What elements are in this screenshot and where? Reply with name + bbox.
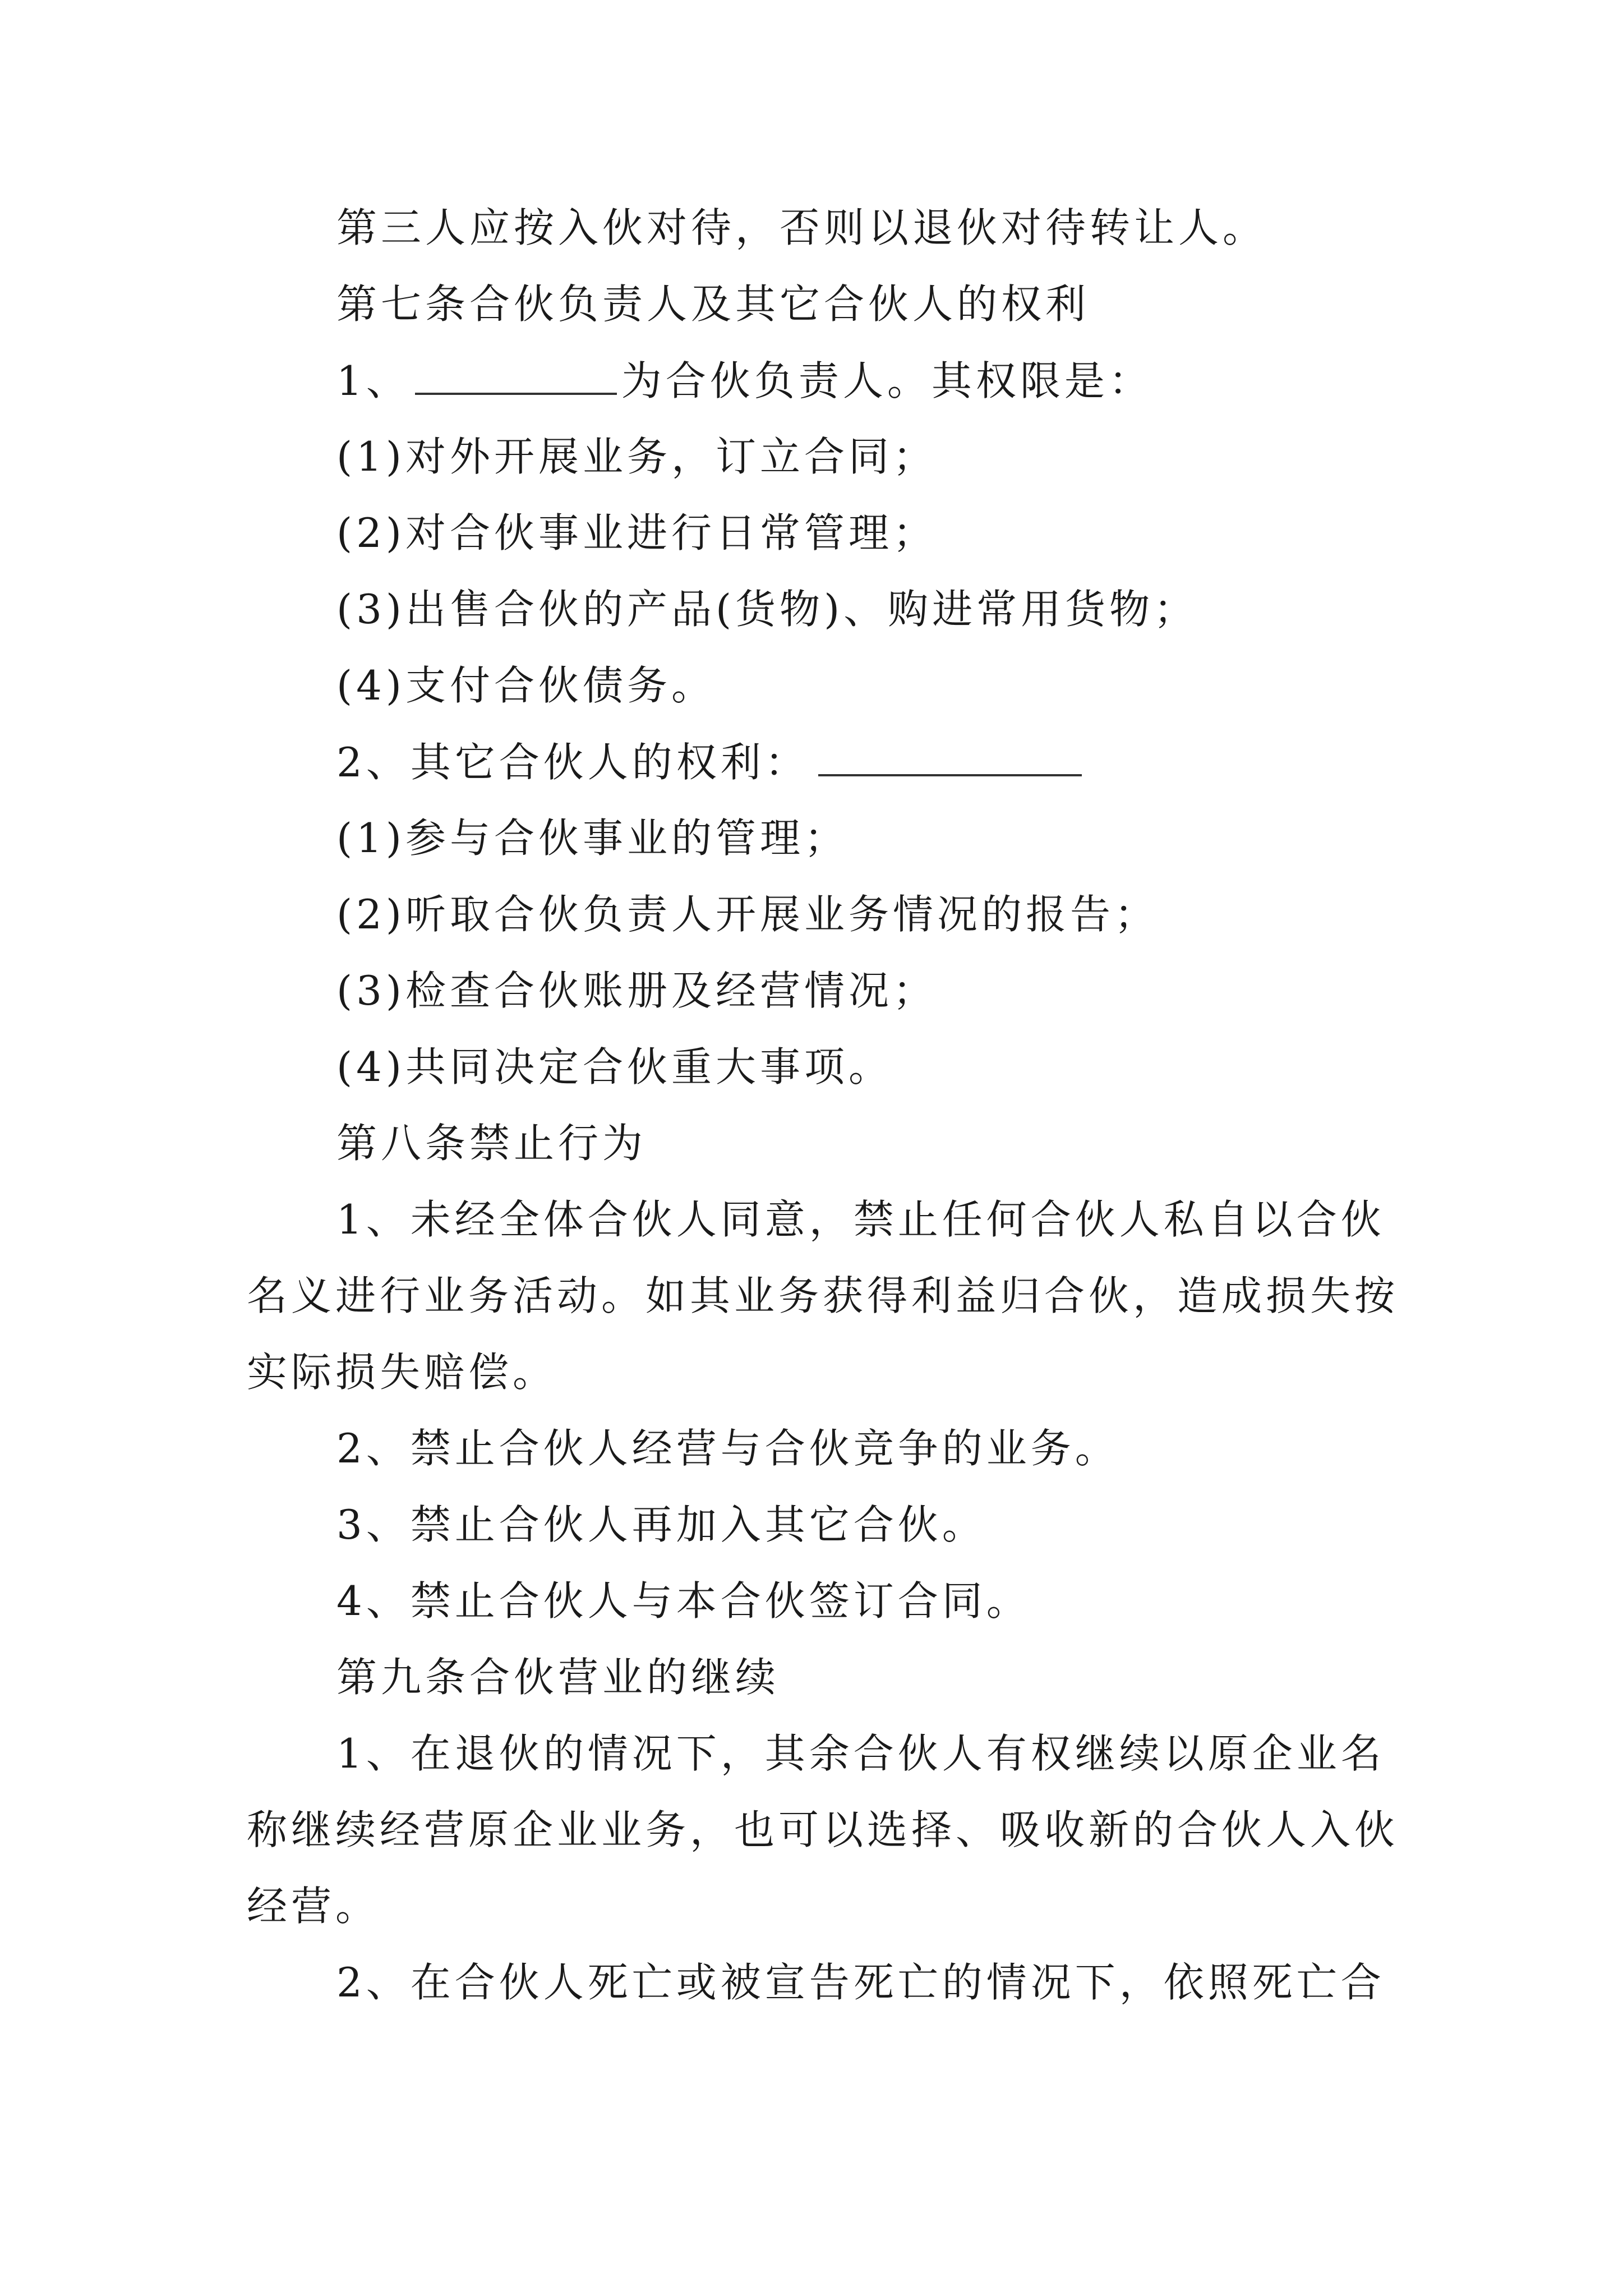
item-text: 2、其它合伙人的权利： [336, 739, 809, 786]
text-line: (1)对外开展业务，订立合同； [336, 433, 937, 480]
text-line [336, 357, 1153, 404]
article-heading: 第七条合伙负责人及其它合伙人的权利 [336, 280, 1090, 328]
text-line: 称继续经营原企业业务，也可以选择、吸收新的合伙人入伙 [247, 1806, 1399, 1853]
text-line: 3、禁止合伙人再加入其它合伙。 [336, 1501, 986, 1548]
text-line: 1、未经全体合伙人同意，禁止任何合伙人私自以合伙 [336, 1196, 1385, 1243]
fill-in-blank [415, 360, 617, 395]
text-line: (2)对合伙事业进行日常管理； [336, 509, 937, 556]
text-line: 2、在合伙人死亡或被宣告死亡的情况下，依照死亡合 [336, 1959, 1385, 2006]
text-line: (3)出售合伙的产品(货物)、购进常用货物； [336, 586, 1198, 633]
item-number: 1、 [336, 357, 411, 404]
item-text: 为合伙负责人。其权限是： [621, 357, 1153, 404]
text-line: (2)听取合伙负责人开展业务情况的报告； [336, 891, 1159, 938]
text-line: 名义进行业务活动。如其业务获得利益归合伙，造成损失按 [247, 1272, 1399, 1319]
article-heading: 第九条合伙营业的继续 [336, 1654, 780, 1701]
text-line: 1、在退伙的情况下，其余合伙人有权继续以原企业名 [336, 1730, 1385, 1777]
fill-in-blank [818, 742, 1082, 776]
article-heading: 第八条禁止行为 [336, 1120, 647, 1167]
text-line: (3)检查合伙账册及经营情况； [336, 967, 937, 1014]
text-line [336, 739, 1082, 786]
text-line: 实际损失赔偿。 [247, 1349, 557, 1396]
text-line: 第三人应按入伙对待，否则以退伙对待转让人。 [336, 204, 1267, 251]
text-line: 经营。 [247, 1883, 380, 1930]
text-line: (1)参与合伙事业的管理； [336, 815, 849, 862]
text-line: (4)共同决定合伙重大事项。 [336, 1043, 893, 1091]
text-line: 4、禁止合伙人与本合伙签订合同。 [336, 1577, 1031, 1625]
text-line: (4)支付合伙债务。 [336, 662, 716, 709]
text-line: 2、禁止合伙人经营与合伙竞争的业务。 [336, 1425, 1119, 1472]
